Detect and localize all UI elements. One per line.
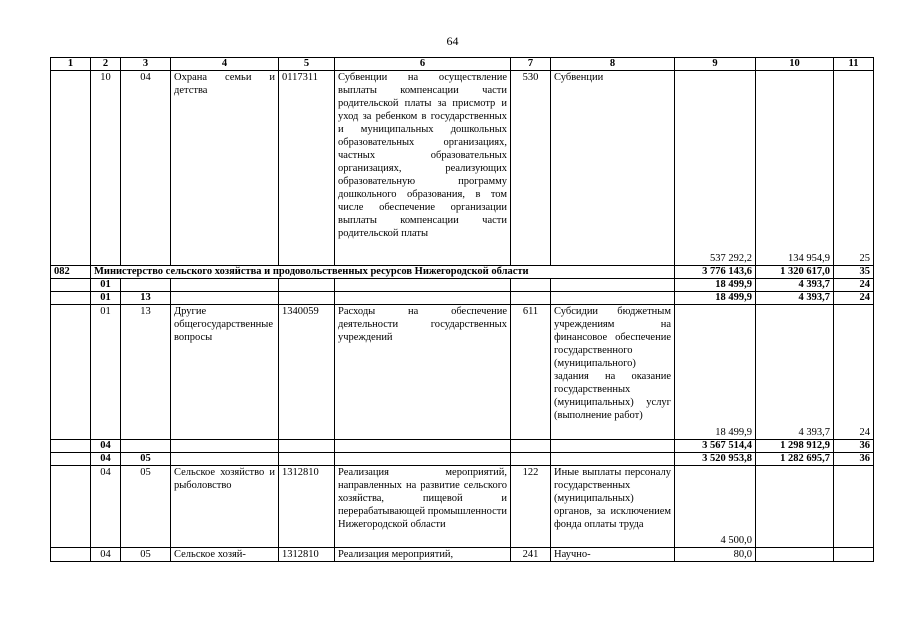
cell-col10: 4 393,7: [756, 292, 834, 305]
cell-col1: [51, 548, 91, 562]
cell-col7: 530: [511, 71, 551, 266]
subtotal-row: [51, 292, 874, 305]
cell-col7: 122: [511, 466, 551, 548]
page-number: 64: [446, 34, 459, 48]
cell-col4: Другие общегосударственные вопросы: [171, 305, 279, 440]
cell-col8: [551, 453, 675, 466]
cell-col10: 1 298 912,9: [756, 440, 834, 453]
cell-col4: Охрана семьи и детства: [171, 71, 279, 266]
cell-col5: 0117311: [279, 71, 335, 266]
cell-col9: 537 292,2: [675, 71, 756, 266]
cell-col11: 24: [834, 279, 874, 292]
header-cell: 10: [756, 58, 834, 71]
header-cell: 1: [51, 58, 91, 71]
header-cell: 5: [279, 58, 335, 71]
cell-col1: [51, 71, 91, 266]
cell-col7: 241: [511, 548, 551, 562]
cell-col3: 05: [121, 466, 171, 548]
cell-col5: [279, 279, 335, 292]
subtotal-row: [51, 279, 874, 292]
cell-col8: Научно-: [551, 548, 675, 562]
cell-col6: [335, 279, 511, 292]
cell-col4: [171, 279, 279, 292]
cell-col6: [335, 453, 511, 466]
subtotal-row: [51, 440, 874, 453]
cell-col10: 4 393,7: [756, 305, 834, 440]
cell-col7: [511, 453, 551, 466]
cell-col8: Субвенции: [551, 71, 675, 266]
cell-col4: Сельское хозяйство и рыболовство: [171, 466, 279, 548]
cell-col11: [834, 548, 874, 562]
cell-col11: 24: [834, 292, 874, 305]
cell-col2: 01: [91, 292, 121, 305]
cell-col8: [551, 292, 675, 305]
cell-col6: [335, 440, 511, 453]
cell-col6: Реализация мероприятий, направленных на развитие сельского хозяйства, пищевой и перерабатывающей промышленности Нижегородской области: [335, 466, 511, 548]
cell-col8: Субсидии бюджетным учреждениям на финансовое обеспечение государственного (муниципального) задания на оказание государственных (муниципальных) услуг (выполнение работ): [551, 305, 675, 440]
cell-col10: 4 393,7: [756, 279, 834, 292]
cell-col4: Сельское хозяй-: [171, 548, 279, 562]
cell-col1: [51, 453, 91, 466]
cell-col9: 18 499,9: [675, 279, 756, 292]
cell-col6: [335, 292, 511, 305]
cell-col2: 04: [91, 466, 121, 548]
cell-col10: [756, 548, 834, 562]
cell-col5: [279, 453, 335, 466]
cell-col3: 05: [121, 548, 171, 562]
cell-col7: [511, 292, 551, 305]
cell-col9: 18 499,9: [675, 305, 756, 440]
cell-col5: 1312810: [279, 548, 335, 562]
cell-col9: 3 520 953,8: [675, 453, 756, 466]
cell-col11: 36: [834, 440, 874, 453]
cell-col3: 05: [121, 453, 171, 466]
cell-col6: Реализация мероприятий,: [335, 548, 511, 562]
cell-col5: [279, 292, 335, 305]
cell-col3: 13: [121, 305, 171, 440]
cell-col3: [121, 440, 171, 453]
table-row: [51, 305, 874, 440]
cell-col2: 01: [91, 305, 121, 440]
header-cell: 11: [834, 58, 874, 71]
header-cell: 3: [121, 58, 171, 71]
cell-col1: [51, 440, 91, 453]
cell-col6: Субвенции на осуществление выплаты компенсации части родительской платы за присмотр и уход за ребенком в государственных и муниципальных дошкольных образовательных организациях, частных образовательных организациях, реализующих образовательную программу дошкольного образования, в том числе обеспечение организации выплаты компенсации части родительской платы: [335, 71, 511, 266]
header-cell: 8: [551, 58, 675, 71]
cell-col4: [171, 440, 279, 453]
cell-col11: 24: [834, 305, 874, 440]
cell-col2: 04: [91, 440, 121, 453]
header-cell: 9: [675, 58, 756, 71]
cell-col5: 1340059: [279, 305, 335, 440]
header-row: [51, 58, 874, 71]
cell-col10: [756, 466, 834, 548]
header-cell: 4: [171, 58, 279, 71]
cell-col11: [834, 466, 874, 548]
cell-col8: [551, 440, 675, 453]
cell-col1: [51, 305, 91, 440]
table-row: [51, 71, 874, 266]
cell-col9: 80,0: [675, 548, 756, 562]
cell-col9: 4 500,0: [675, 466, 756, 548]
cell-col11: 35: [834, 266, 874, 279]
cell-col1: [51, 292, 91, 305]
cell-col4: [171, 453, 279, 466]
cell-col9: 3 567 514,4: [675, 440, 756, 453]
cell-col2: 04: [91, 453, 121, 466]
cell-col10: 134 954,9: [756, 71, 834, 266]
table-row: [51, 548, 874, 562]
budget-table: [50, 57, 874, 562]
cell-col9: 3 776 143,6: [675, 266, 756, 279]
subtotal-row: [51, 453, 874, 466]
cell-col11: 25: [834, 71, 874, 266]
table-row: [51, 466, 874, 548]
cell-col2: 01: [91, 279, 121, 292]
cell-col2: 04: [91, 548, 121, 562]
cell-col3: [121, 279, 171, 292]
cell-col1: [51, 279, 91, 292]
cell-col7: [511, 440, 551, 453]
cell-col10: 1 282 695,7: [756, 453, 834, 466]
header-cell: 6: [335, 58, 511, 71]
header-cell: 7: [511, 58, 551, 71]
ministry-title: Министерство сельского хозяйства и продовольственных ресурсов Нижегородской области: [91, 266, 675, 279]
cell-col3: 04: [121, 71, 171, 266]
cell-col5: [279, 440, 335, 453]
cell-col8: [551, 279, 675, 292]
cell-col11: 36: [834, 453, 874, 466]
cell-col2: 10: [91, 71, 121, 266]
cell-col8: Иные выплаты персоналу государственных (муниципальных) органов, за исключением фонда оплаты труда: [551, 466, 675, 548]
cell-col6: Расходы на обеспечение деятельности государственных учреждений: [335, 305, 511, 440]
cell-col7: 611: [511, 305, 551, 440]
cell-col5: 1312810: [279, 466, 335, 548]
cell-col1: [51, 466, 91, 548]
ministry-row: [51, 266, 874, 279]
cell-col9: 18 499,9: [675, 292, 756, 305]
cell-col7: [511, 279, 551, 292]
cell-col4: [171, 292, 279, 305]
header-cell: 2: [91, 58, 121, 71]
cell-col3: 13: [121, 292, 171, 305]
cell-col1: 082: [51, 266, 91, 279]
cell-col10: 1 320 617,0: [756, 266, 834, 279]
